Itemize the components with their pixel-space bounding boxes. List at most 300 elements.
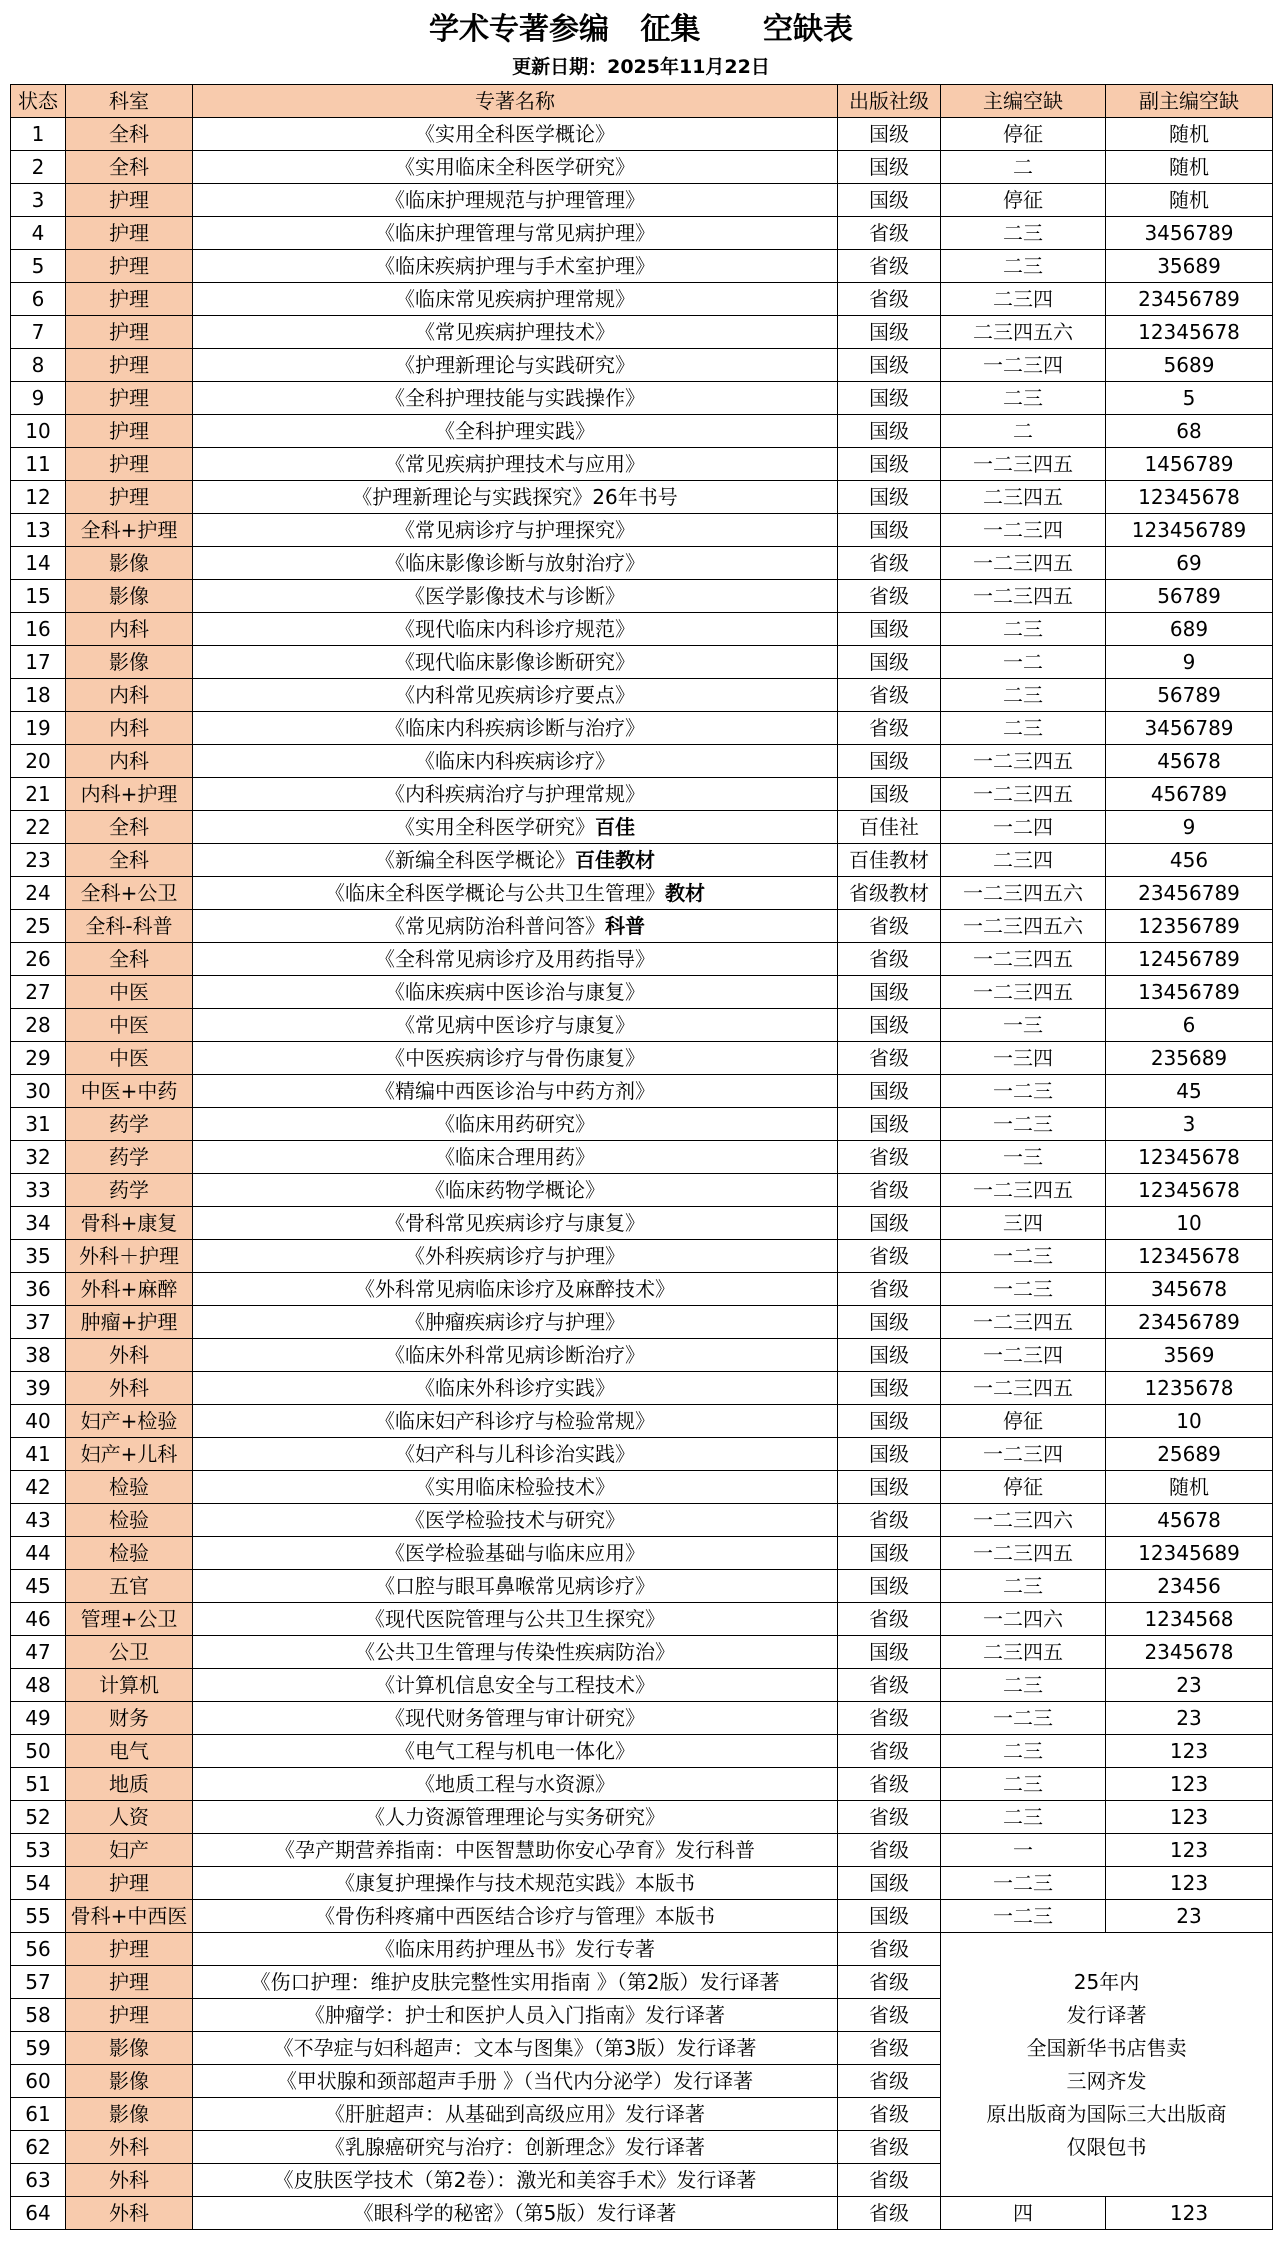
chief-vacancy-cell: 一二三 bbox=[941, 1702, 1106, 1735]
book-title: 《现代医院管理与公共卫生探究》 bbox=[365, 1607, 665, 1631]
deputy-vacancy-cell: 123 bbox=[1106, 1867, 1273, 1900]
dept-cell: 肿瘤+护理 bbox=[66, 1306, 193, 1339]
book-title-cell bbox=[193, 415, 838, 448]
deputy-vacancy-cell: 12345678 bbox=[1106, 1240, 1273, 1273]
row-number: 9 bbox=[11, 382, 66, 415]
dept-cell: 骨科+康复 bbox=[66, 1207, 193, 1240]
table-row bbox=[11, 1471, 1273, 1504]
book-title: 《现代财务管理与审计研究》 bbox=[385, 1706, 645, 1730]
row-number: 40 bbox=[11, 1405, 66, 1438]
dept-cell: 药学 bbox=[66, 1174, 193, 1207]
row-number: 60 bbox=[11, 2065, 66, 2098]
press-level-cell: 省级 bbox=[838, 1273, 941, 1306]
book-title: 《常见病中医诊疗与康复》 bbox=[395, 1013, 635, 1037]
deputy-vacancy-cell: 5689 bbox=[1106, 349, 1273, 382]
row-number: 61 bbox=[11, 2098, 66, 2131]
book-title: 《伤口护理：维护皮肤完整性实用指南 》（第2版）发行译著 bbox=[250, 1970, 780, 1994]
chief-vacancy-cell: 一二三四五 bbox=[941, 1372, 1106, 1405]
row-number: 13 bbox=[11, 514, 66, 547]
book-title: 《肿瘤疾病诊疗与护理》 bbox=[405, 1310, 625, 1334]
press-level-cell: 省级 bbox=[838, 1141, 941, 1174]
book-title-cell bbox=[193, 1999, 838, 2032]
dept-cell: 外科+麻醉 bbox=[66, 1273, 193, 1306]
deputy-vacancy-cell: 12345678 bbox=[1106, 316, 1273, 349]
dept-cell: 外科 bbox=[66, 1372, 193, 1405]
chief-vacancy-cell: 三四 bbox=[941, 1207, 1106, 1240]
press-level-cell: 省级 bbox=[838, 1702, 941, 1735]
row-number: 28 bbox=[11, 1009, 66, 1042]
dept-cell: 护理 bbox=[66, 1867, 193, 1900]
dept-cell: 全科 bbox=[66, 943, 193, 976]
book-title: 《临床内科疾病诊疗》 bbox=[415, 749, 615, 773]
book-title: 《全科护理实践》 bbox=[435, 419, 595, 443]
book-title-cell bbox=[193, 1471, 838, 1504]
deputy-vacancy-cell: 3456789 bbox=[1106, 712, 1273, 745]
dept-cell: 内科 bbox=[66, 613, 193, 646]
deputy-vacancy-cell: 3 bbox=[1106, 1108, 1273, 1141]
press-level-cell: 省级 bbox=[838, 2065, 941, 2098]
dept-cell: 护理 bbox=[66, 316, 193, 349]
deputy-vacancy-cell: 2345678 bbox=[1106, 1636, 1273, 1669]
press-level-cell: 国级 bbox=[838, 1537, 941, 1570]
row-number: 12 bbox=[11, 481, 66, 514]
deputy-vacancy-cell: 10 bbox=[1106, 1207, 1273, 1240]
book-title: 《新编全科医学概论》 bbox=[375, 848, 575, 872]
deputy-vacancy-cell: 23 bbox=[1106, 1669, 1273, 1702]
table-row bbox=[11, 1240, 1273, 1273]
press-level-cell: 国级 bbox=[838, 1339, 941, 1372]
table-row bbox=[11, 1570, 1273, 1603]
book-title-cell bbox=[193, 1273, 838, 1306]
table-row bbox=[11, 1141, 1273, 1174]
book-title-cell bbox=[193, 976, 838, 1009]
book-title-cell: 《眼科学的秘密》（第5版）发行译著 bbox=[193, 2197, 838, 2230]
chief-vacancy-cell: 一二三四六 bbox=[941, 1504, 1106, 1537]
row-number: 44 bbox=[11, 1537, 66, 1570]
chief-vacancy-cell: 一二四 bbox=[941, 811, 1106, 844]
row-number: 48 bbox=[11, 1669, 66, 1702]
row-number: 26 bbox=[11, 943, 66, 976]
dept-cell: 护理 bbox=[66, 250, 193, 283]
chief-vacancy-cell: 二三 bbox=[941, 250, 1106, 283]
deputy-vacancy-cell: 随机 bbox=[1106, 151, 1273, 184]
book-title-cell bbox=[193, 613, 838, 646]
note-line: 全国新华书店售卖 bbox=[1026, 2035, 1187, 2060]
chief-vacancy-cell: 停征 bbox=[941, 184, 1106, 217]
table-row bbox=[11, 1768, 1273, 1801]
book-title-cell bbox=[193, 2032, 838, 2065]
book-title: 《常见疾病护理技术与应用》 bbox=[385, 452, 645, 476]
deputy-vacancy-cell: 随机 bbox=[1106, 1471, 1273, 1504]
book-title-cell bbox=[193, 1504, 838, 1537]
press-level-cell: 省级 bbox=[838, 1768, 941, 1801]
row-number: 14 bbox=[11, 547, 66, 580]
deputy-vacancy-cell: 56789 bbox=[1106, 580, 1273, 613]
dept-cell: 外科 bbox=[66, 2197, 193, 2230]
dept-cell: 五官 bbox=[66, 1570, 193, 1603]
book-title: 《临床外科诊疗实践》 bbox=[415, 1376, 615, 1400]
table-row bbox=[11, 877, 1273, 910]
row-number: 52 bbox=[11, 1801, 66, 1834]
chief-vacancy-cell: 二三 bbox=[941, 382, 1106, 415]
deputy-vacancy-cell: 13456789 bbox=[1106, 976, 1273, 1009]
note-line: 三网齐发 bbox=[1066, 2068, 1147, 2093]
chief-vacancy-cell: 一二三四 bbox=[941, 514, 1106, 547]
row-number: 3 bbox=[11, 184, 66, 217]
table-row bbox=[11, 844, 1273, 877]
deputy-vacancy-cell: 123 bbox=[1106, 1801, 1273, 1834]
book-title-cell bbox=[193, 811, 838, 844]
table-row bbox=[11, 1009, 1273, 1042]
table-row bbox=[11, 316, 1273, 349]
row-number: 27 bbox=[11, 976, 66, 1009]
press-level-cell: 国级 bbox=[838, 1471, 941, 1504]
book-title: 《临床妇产科诊疗与检验常规》 bbox=[375, 1409, 655, 1433]
press-level-cell: 国级 bbox=[838, 382, 941, 415]
dept-cell: 电气 bbox=[66, 1735, 193, 1768]
chief-vacancy-cell: 二三四五 bbox=[941, 1636, 1106, 1669]
dept-cell: 全科-科普 bbox=[66, 910, 193, 943]
book-title-cell bbox=[193, 712, 838, 745]
chief-vacancy-cell: 二 bbox=[941, 415, 1106, 448]
chief-vacancy-cell: 二三 bbox=[941, 1669, 1106, 1702]
deputy-vacancy-cell: 23456789 bbox=[1106, 877, 1273, 910]
press-level-cell: 省级 bbox=[838, 1735, 941, 1768]
chief-vacancy-cell: 一二三四五 bbox=[941, 745, 1106, 778]
press-level-cell: 国级 bbox=[838, 1009, 941, 1042]
row-number: 23 bbox=[11, 844, 66, 877]
book-title: 《电气工程与机电一体化》 bbox=[395, 1739, 635, 1763]
dept-cell: 外科＋护理 bbox=[66, 1240, 193, 1273]
book-title: 《公共卫生管理与传染性疾病防治》 bbox=[355, 1640, 675, 1664]
book-title-cell bbox=[193, 1207, 838, 1240]
row-number: 7 bbox=[11, 316, 66, 349]
chief-vacancy-cell: 一三 bbox=[941, 1009, 1106, 1042]
table-row bbox=[11, 910, 1273, 943]
chief-vacancy-cell: 一二三四五 bbox=[941, 976, 1106, 1009]
chief-vacancy-cell: 一三 bbox=[941, 1141, 1106, 1174]
press-level-cell: 国级 bbox=[838, 514, 941, 547]
deputy-vacancy-cell: 12345678 bbox=[1106, 481, 1273, 514]
book-title: 《肝脏超声：从基础到高级应用》发行译著 bbox=[325, 2102, 705, 2126]
chief-vacancy-cell: 一二四六 bbox=[941, 1603, 1106, 1636]
book-title-cell bbox=[193, 448, 838, 481]
book-title: 《骨伤科疼痛中西医结合诊疗与管理》本版书 bbox=[315, 1904, 715, 1928]
book-title-cell bbox=[193, 1900, 838, 1933]
book-title-cell bbox=[193, 1339, 838, 1372]
book-title-cell bbox=[193, 646, 838, 679]
deputy-vacancy-cell: 23456789 bbox=[1106, 283, 1273, 316]
book-tag: 百佳 bbox=[595, 815, 635, 839]
deputy-vacancy-cell: 123 bbox=[1106, 1768, 1273, 1801]
deputy-vacancy-cell: 689 bbox=[1106, 613, 1273, 646]
book-title: 《计算机信息安全与工程技术》 bbox=[375, 1673, 655, 1697]
press-level-cell: 省级 bbox=[838, 910, 941, 943]
press-level-cell: 国级 bbox=[838, 1636, 941, 1669]
row-number: 42 bbox=[11, 1471, 66, 1504]
deputy-vacancy-cell: 56789 bbox=[1106, 679, 1273, 712]
book-title: 《口腔与眼耳鼻喉常见病诊疗》 bbox=[375, 1574, 655, 1598]
dept-cell: 影像 bbox=[66, 580, 193, 613]
table-row bbox=[11, 976, 1273, 1009]
chief-vacancy-cell: 二三四 bbox=[941, 844, 1106, 877]
chief-vacancy-cell: 二三 bbox=[941, 1735, 1106, 1768]
row-number: 17 bbox=[11, 646, 66, 679]
chief-vacancy-cell: 二三 bbox=[941, 613, 1106, 646]
row-number: 6 bbox=[11, 283, 66, 316]
row-number: 56 bbox=[11, 1933, 66, 1966]
book-title-cell bbox=[193, 1009, 838, 1042]
dept-cell: 财务 bbox=[66, 1702, 193, 1735]
book-title-cell bbox=[193, 514, 838, 547]
row-number: 62 bbox=[11, 2131, 66, 2164]
book-title-cell bbox=[193, 844, 838, 877]
book-title-cell bbox=[193, 1867, 838, 1900]
press-level-cell: 省级 bbox=[838, 1603, 941, 1636]
press-level-cell: 省级 bbox=[838, 2032, 941, 2065]
book-title: 《精编中西医诊治与中药方剂》 bbox=[375, 1079, 655, 1103]
table-row bbox=[11, 118, 1273, 151]
book-title: 《临床用药研究》 bbox=[435, 1112, 595, 1136]
book-title-cell bbox=[193, 283, 838, 316]
book-title: 《全科护理技能与实践操作》 bbox=[385, 386, 645, 410]
table-row bbox=[11, 481, 1273, 514]
dept-cell: 妇产 bbox=[66, 1834, 193, 1867]
table-row bbox=[11, 580, 1273, 613]
book-title-cell bbox=[193, 1768, 838, 1801]
book-title: 《现代临床影像诊断研究》 bbox=[395, 650, 635, 674]
chief-vacancy-cell: 二三 bbox=[941, 1801, 1106, 1834]
press-level-cell: 省级 bbox=[838, 1240, 941, 1273]
press-level-cell: 省级 bbox=[838, 2197, 941, 2230]
column-header-deputy-vacancy: 副主编空缺 bbox=[1106, 85, 1273, 118]
row-number: 59 bbox=[11, 2032, 66, 2065]
table-row bbox=[11, 1801, 1273, 1834]
dept-cell: 全科 bbox=[66, 844, 193, 877]
row-number: 32 bbox=[11, 1141, 66, 1174]
book-title-cell bbox=[193, 1438, 838, 1471]
dept-cell: 检验 bbox=[66, 1471, 193, 1504]
book-tag: 科普 bbox=[605, 914, 645, 938]
book-title-cell bbox=[193, 1108, 838, 1141]
dept-cell: 护理 bbox=[66, 349, 193, 382]
press-level-cell: 省级 bbox=[838, 1504, 941, 1537]
table-row bbox=[11, 1405, 1273, 1438]
press-level-cell: 省级 bbox=[838, 547, 941, 580]
table-row bbox=[11, 514, 1273, 547]
book-title: 《医学检验基础与临床应用》 bbox=[385, 1541, 645, 1565]
dept-cell: 妇产+儿科 bbox=[66, 1438, 193, 1471]
book-title-cell bbox=[193, 151, 838, 184]
note-line: 仅限包书 bbox=[1066, 2134, 1147, 2159]
book-tag: 教材 bbox=[665, 881, 705, 905]
row-number: 1 bbox=[11, 118, 66, 151]
chief-vacancy-cell: 一二三 bbox=[941, 1240, 1106, 1273]
dept-cell: 内科 bbox=[66, 679, 193, 712]
table-row bbox=[11, 613, 1273, 646]
row-number: 39 bbox=[11, 1372, 66, 1405]
book-title: 《甲状腺和颈部超声手册 》（当代内分泌学）发行译著 bbox=[276, 2069, 754, 2093]
book-title: 《实用临床全科医学研究》 bbox=[395, 155, 635, 179]
book-title: 《医学影像技术与诊断》 bbox=[405, 584, 625, 608]
book-title-cell bbox=[193, 1801, 838, 1834]
table-row bbox=[11, 712, 1273, 745]
book-title: 《全科常见病诊疗及用药指导》 bbox=[375, 947, 655, 971]
chief-vacancy-cell: 一二三四 bbox=[941, 349, 1106, 382]
page-title: 学术专著参编 征集 空缺表 bbox=[429, 12, 853, 47]
book-title: 《康复护理操作与技术规范实践》本版书 bbox=[335, 1871, 695, 1895]
table-row bbox=[11, 1867, 1273, 1900]
book-title-cell bbox=[193, 1405, 838, 1438]
dept-cell: 全科 bbox=[66, 118, 193, 151]
deputy-vacancy-cell: 235689 bbox=[1106, 1042, 1273, 1075]
press-level-cell: 国级 bbox=[838, 1207, 941, 1240]
dept-cell: 护理 bbox=[66, 415, 193, 448]
chief-vacancy-cell: 一二三四五 bbox=[941, 778, 1106, 811]
press-level-cell: 国级 bbox=[838, 448, 941, 481]
dept-cell: 人资 bbox=[66, 1801, 193, 1834]
chief-vacancy-cell: 二三 bbox=[941, 1570, 1106, 1603]
dept-cell: 全科+护理 bbox=[66, 514, 193, 547]
dept-cell: 药学 bbox=[66, 1141, 193, 1174]
press-level-cell: 国级 bbox=[838, 1570, 941, 1603]
deputy-vacancy-cell: 123 bbox=[1106, 1735, 1273, 1768]
book-title: 《妇产科与儿科诊治实践》 bbox=[395, 1442, 635, 1466]
book-title-cell bbox=[193, 118, 838, 151]
dept-cell: 内科 bbox=[66, 712, 193, 745]
row-number: 51 bbox=[11, 1768, 66, 1801]
dept-cell: 计算机 bbox=[66, 1669, 193, 1702]
press-level-cell: 省级 bbox=[838, 1834, 941, 1867]
press-level-cell: 省级 bbox=[838, 1966, 941, 1999]
book-title: 《临床护理规范与护理管理》 bbox=[385, 188, 645, 212]
chief-vacancy-cell: 二三四 bbox=[941, 283, 1106, 316]
book-title: 《不孕症与妇科超声：文本与图集》（第3版）发行译著 bbox=[273, 2036, 757, 2060]
book-title-cell bbox=[193, 1966, 838, 1999]
table-row bbox=[11, 1306, 1273, 1339]
deputy-vacancy-cell: 随机 bbox=[1106, 184, 1273, 217]
deputy-vacancy-cell: 1456789 bbox=[1106, 448, 1273, 481]
deputy-vacancy-cell: 9 bbox=[1106, 811, 1273, 844]
deputy-vacancy-cell: 45678 bbox=[1106, 1504, 1273, 1537]
dept-cell: 药学 bbox=[66, 1108, 193, 1141]
dept-cell: 影像 bbox=[66, 547, 193, 580]
table-row bbox=[11, 1933, 1273, 1966]
book-title: 《医学检验技术与研究》 bbox=[405, 1508, 625, 1532]
row-number: 10 bbox=[11, 415, 66, 448]
dept-cell: 骨科+中西医 bbox=[66, 1900, 193, 1933]
table-row bbox=[11, 1207, 1273, 1240]
chief-vacancy-cell: 一二三四 bbox=[941, 1339, 1106, 1372]
column-header-chief-vacancy: 主编空缺 bbox=[941, 85, 1106, 118]
deputy-vacancy-cell: 12356789 bbox=[1106, 910, 1273, 943]
press-level-cell: 省级 bbox=[838, 2131, 941, 2164]
dept-cell: 全科 bbox=[66, 151, 193, 184]
dept-cell: 公卫 bbox=[66, 1636, 193, 1669]
book-title-cell bbox=[193, 184, 838, 217]
book-title-cell bbox=[193, 943, 838, 976]
table-row bbox=[11, 448, 1273, 481]
vacancy-table bbox=[10, 84, 1273, 2230]
book-tag: 百佳教材 bbox=[575, 848, 655, 872]
press-level-cell: 国级 bbox=[838, 976, 941, 1009]
press-level-cell: 国级 bbox=[838, 1075, 941, 1108]
deputy-vacancy-cell: 12345678 bbox=[1106, 1141, 1273, 1174]
row-number: 58 bbox=[11, 1999, 66, 2032]
dept-cell: 内科 bbox=[66, 745, 193, 778]
press-level-cell: 省级教材 bbox=[838, 877, 941, 910]
book-title: 《外科疾病诊疗与护理》 bbox=[405, 1244, 625, 1268]
row-number: 41 bbox=[11, 1438, 66, 1471]
chief-vacancy-cell: 一二三四 bbox=[941, 1438, 1106, 1471]
row-number: 46 bbox=[11, 1603, 66, 1636]
table-row bbox=[11, 1075, 1273, 1108]
book-title: 《临床用药护理丛书》发行专著 bbox=[375, 1937, 655, 1961]
book-title: 《临床常见疾病护理常规》 bbox=[395, 287, 635, 311]
chief-vacancy-cell: 一二三四五 bbox=[941, 580, 1106, 613]
book-title-cell bbox=[193, 1603, 838, 1636]
chief-vacancy-cell: 二三 bbox=[941, 1768, 1106, 1801]
book-title-cell bbox=[193, 1537, 838, 1570]
deputy-vacancy-cell: 45678 bbox=[1106, 745, 1273, 778]
book-title: 《外科常见病临床诊疗及麻醉技术》 bbox=[355, 1277, 675, 1301]
book-title-cell bbox=[193, 2131, 838, 2164]
dept-cell: 护理 bbox=[66, 1999, 193, 2032]
press-level-cell: 省级 bbox=[838, 1174, 941, 1207]
press-level-cell: 省级 bbox=[838, 2164, 941, 2197]
book-title: 《内科疾病治疗与护理常规》 bbox=[385, 782, 645, 806]
book-title-cell bbox=[193, 316, 838, 349]
chief-vacancy-cell: 停征 bbox=[941, 1471, 1106, 1504]
book-title: 《实用全科医学研究》 bbox=[395, 815, 595, 839]
dept-cell: 检验 bbox=[66, 1537, 193, 1570]
book-title: 《实用临床检验技术》 bbox=[415, 1475, 615, 1499]
row-number: 4 bbox=[11, 217, 66, 250]
table-row bbox=[11, 349, 1273, 382]
deputy-vacancy-cell: 6 bbox=[1106, 1009, 1273, 1042]
chief-vacancy-cell: 一二三 bbox=[941, 1108, 1106, 1141]
chief-vacancy-cell: 一 bbox=[941, 1834, 1106, 1867]
table-row bbox=[11, 1834, 1273, 1867]
chief-vacancy-cell: 四 bbox=[941, 2197, 1106, 2230]
book-title: 《肿瘤学：护士和医护人员入门指南》发行译著 bbox=[305, 2003, 725, 2027]
table-row bbox=[11, 1438, 1273, 1471]
book-title: 《常见病防治科普问答》 bbox=[385, 914, 605, 938]
table-row bbox=[11, 382, 1273, 415]
book-title-cell bbox=[193, 1141, 838, 1174]
column-header-press-level: 出版社级 bbox=[838, 85, 941, 118]
book-title-cell bbox=[193, 1636, 838, 1669]
table-row bbox=[11, 415, 1273, 448]
row-number: 34 bbox=[11, 1207, 66, 1240]
note-line: 发行译著 bbox=[1066, 2002, 1147, 2027]
dept-cell: 护理 bbox=[66, 1933, 193, 1966]
book-title-cell bbox=[193, 1372, 838, 1405]
book-title-cell bbox=[193, 2065, 838, 2098]
book-title: 《临床疾病护理与手术室护理》 bbox=[375, 254, 655, 278]
dept-cell: 护理 bbox=[66, 382, 193, 415]
book-title: 《地质工程与水资源》 bbox=[415, 1772, 615, 1796]
press-level-cell: 国级 bbox=[838, 778, 941, 811]
row-number: 8 bbox=[11, 349, 66, 382]
book-title: 《临床影像诊断与放射治疗》 bbox=[385, 551, 645, 575]
dept-cell: 全科 bbox=[66, 811, 193, 844]
book-title: 《护理新理论与实践研究》 bbox=[395, 353, 635, 377]
book-title-cell bbox=[193, 2098, 838, 2131]
row-number: 64 bbox=[11, 2197, 66, 2230]
table-row bbox=[11, 1669, 1273, 1702]
table-row bbox=[11, 1537, 1273, 1570]
